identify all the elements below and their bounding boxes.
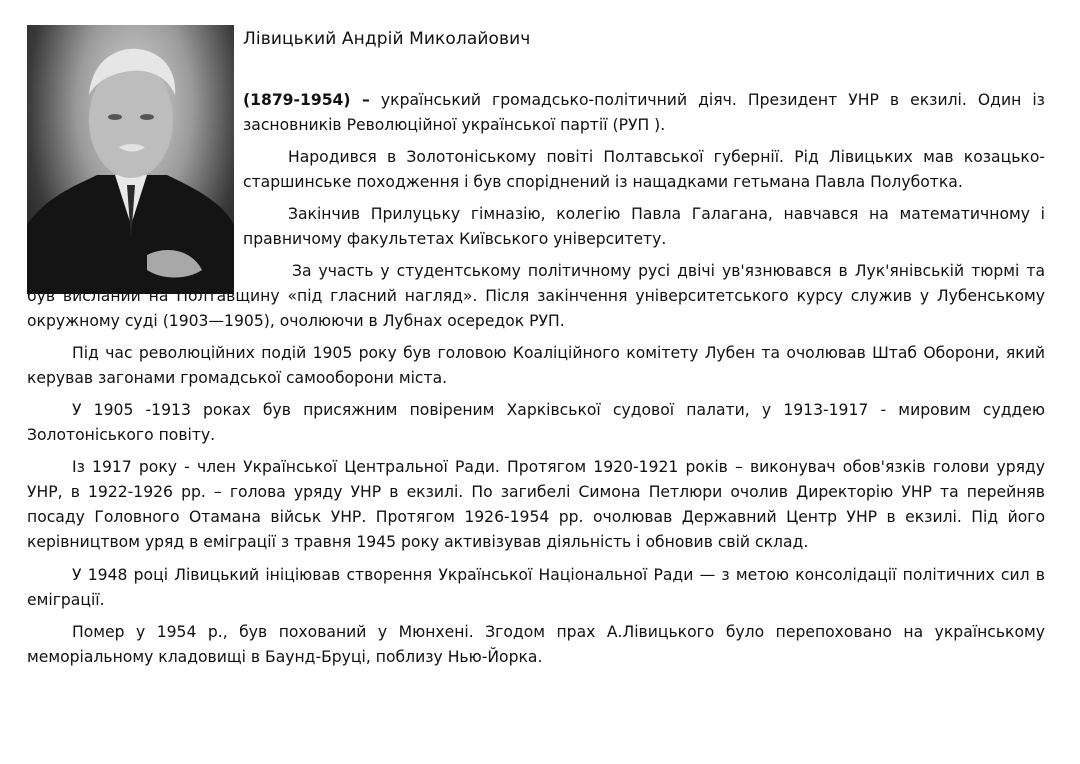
- paragraph: Народився в Золотоніському повіті Полтавської губернії. Рід Лівицьких мав козацько-старшинське походження і був споріднений із нащадками гетьмана Павла Полуботка.: [243, 148, 1045, 191]
- paragraph: У 1948 році Лівицький ініціював створення Української Національної Ради — з метою консолідації політичних сил в еміграції.: [27, 566, 1045, 609]
- paragraph-text: український громадсько-політичний діяч. Президент УНР в екзилі. Один із засновників Революційної української партії (РУП ).: [243, 91, 1045, 134]
- paragraph: Помер у 1954 р., був похований у Мюнхені. Згодом прах А.Лівицького було перепоховано на українському меморіальному кладовищі в Баунд-Бруці, поблизу Нью-Йорка.: [27, 623, 1045, 666]
- intro-paragraph: [243, 88, 1045, 138]
- page-title: Лівицький Андрій Миколайович: [243, 29, 531, 49]
- paragraph: Під час революційних подій 1905 року був головою Коаліційного комітету Лубен та очолював Штаб Оборони, який керував загонами громадської самооборони міста.: [27, 344, 1045, 387]
- paragraph: За участь у студентському політичному русі двічі ув'язнювався в Лук'янівській тюрмі та був висланий на Полтавщину «під гласний нагляд». Після закінчення університетського курсу служив у Лубенському окружному суді (1903—1905), очолюючи в Лубнах осередок РУП.: [27, 262, 1045, 330]
- life-dates: (1879-1954) –: [243, 91, 370, 109]
- paragraph: Закінчив Прилуцьку гімназію, колегію Павла Галагана, навчався на математичному і правничому факультетах Київського університету.: [243, 205, 1045, 248]
- paragraph: У 1905 -1913 роках був присяжним повіреним Харківської судової палати, у 1913-1917 - мировим суддею Золотоніського повіту.: [27, 401, 1045, 444]
- paragraph: Із 1917 року - член Української Центральної Ради. Протягом 1920-1921 років – виконувач обов'язків голови уряду УНР, в 1922-1926 рр. – голова уряду УНР в екзилі. По загибелі Симона Петлюри очолив Директорію УНР та перейняв посаду Головного Отамана військ УНР. Протягом 1926-1954 рр. очолював Державний Центр УНР в екзилі. Під його керівництвом уряд в еміграції з травня 1945 року активізував діяльність і обновив свій склад.: [27, 458, 1045, 551]
- portrait-figure: [27, 25, 234, 294]
- portrait-photo: [27, 25, 234, 294]
